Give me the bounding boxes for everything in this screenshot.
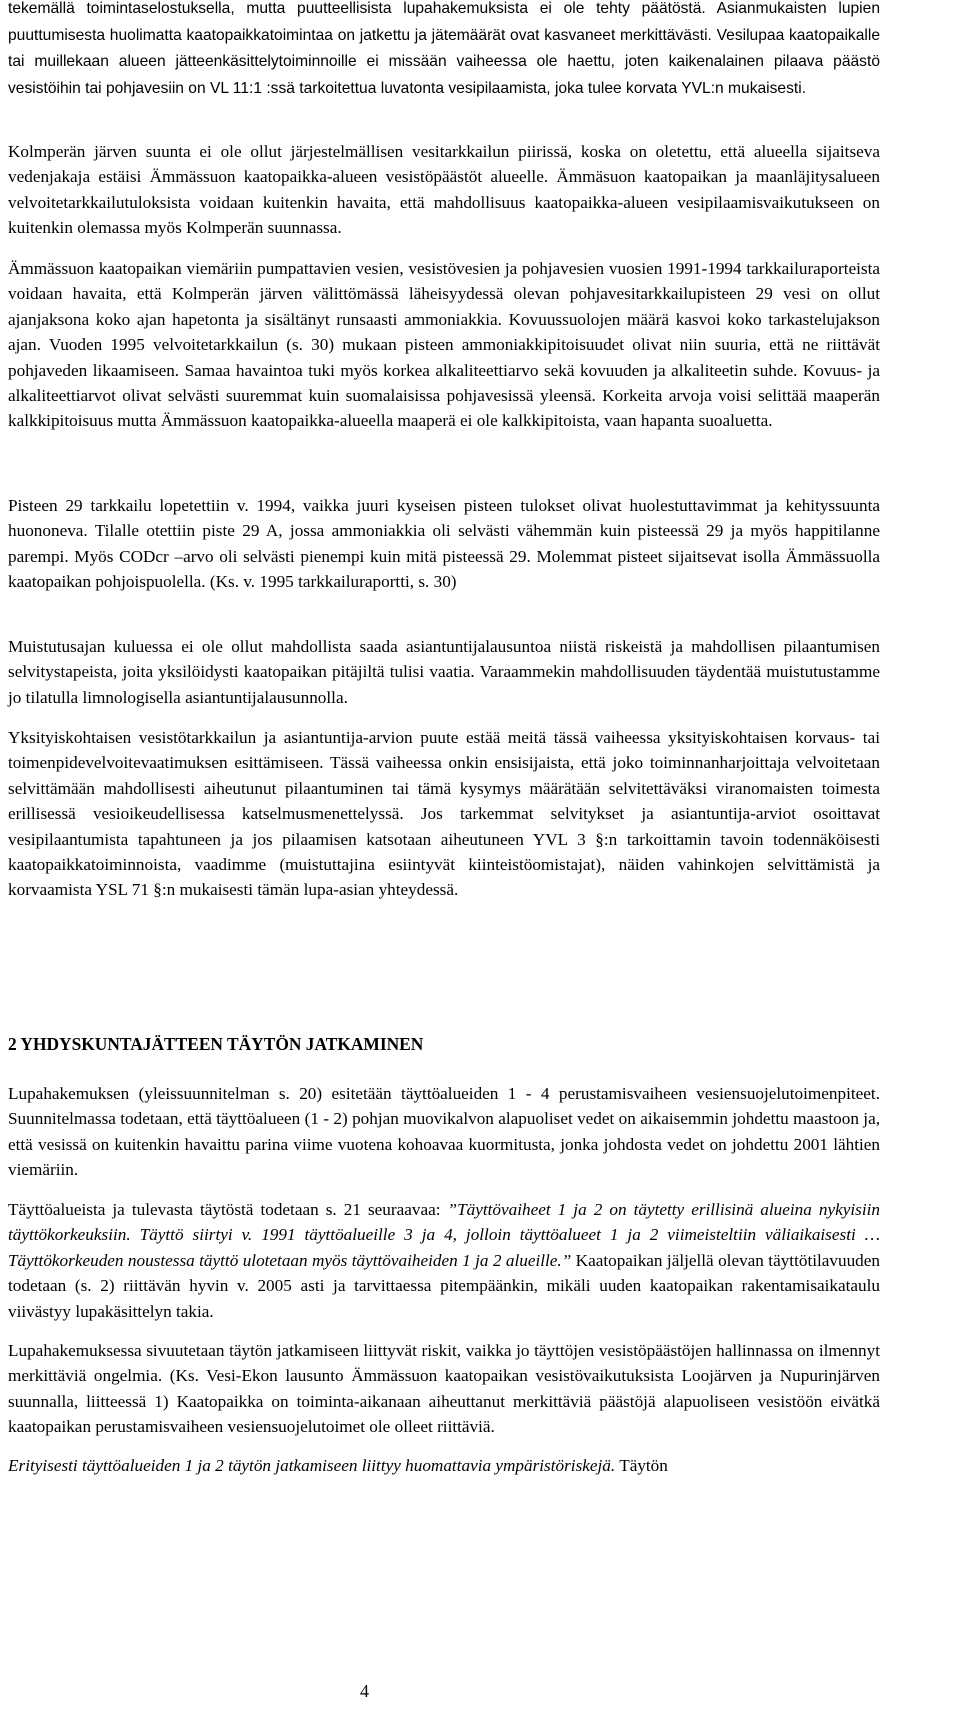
paragraph-intro bbox=[8, 0, 880, 102]
paragraph-point-29: Pisteen 29 tarkkailu lopetettiin v. 1994, vaikka juuri kyseisen pisteen tulokset olivat huolestuttavimmat ja kehityssuunta huononeva. Tilalle otettiin piste 29 A, jossa ammoniakkia oli selvästi vähemmän kuin pisteessä 29 ja myös happitilanne parempi. Myös CODcr –arvo oli selvästi pienempi kuin mitä pisteessä 29. Molemmat pisteet sijaitsevat isolla Ämmässuolla kaatopaikan pohjoispuolella. (Ks. v. 1995 tarkkailuraportti, s. 30) bbox=[8, 496, 880, 592]
paragraph-permit-application: Lupahakemuksen (yleissuunnitelman s. 20) esitetään täyttöalueiden 1 - 4 perustamisvaiheen vesiensuojelutoimenpiteet. Suunnitelmassa todetaan, että täyttöalueen (1 - 2) pohjan muovikalvon alapuoliset vedet on aikaisemmin johdettu maastoon ja, että vesissä on kuitenkin havaittu parina viime vuotena kohoavaa kuormitusta, jonka johdosta vedet on johdettu 2001 lähtien viemäriin. bbox=[8, 1084, 880, 1180]
fill-areas-quote: ”Täyttövaiheet 1 ja 2 on täytetty erillisinä alueina nykyisiin täyttökorkeuksiin. Täyttö siirtyi v. 1991 täyttöalueille 3 ja 4, jolloin täyttöalueet 1 ja 2 viimeisteltiin väliaikaisesti … Täyttökorkeuden noustessa täyttö ulotetaan myös täyttövaiheiden 1 ja 2 alueille.” bbox=[8, 1200, 880, 1270]
paragraph-intro-part-1: tekemällä toimintaselostuksella, mutta puutteellisista lupahakemuksista ei ole tehty päätöstä. Asianmukaisten lupien puuttumisesta huolimatta kaatopaikkatoimintaa on jatkettu ja jätemäärät ovat kasvaneet merkittävästi. bbox=[8, 0, 880, 44]
paragraph-intro-part-2: Vesilupaa kaatopaikalle tai muillekaan alueen jätteenkäsittelytoiminnoille ei missään vaiheessa ole haettu, joten kaikenalainen pilaava päästö vesistöihin tai pohjavesiin on VL 11:1 :ssä tarkoitettua luvatonta vesipilaamista, joka tulee korvata YVL:n mukaisesti. bbox=[8, 26, 880, 97]
paragraph-claims: Yksityiskohtaisen vesistötarkkailun ja asiantuntija-arvion puute estää meitä tässä vaiheessa yksityiskohtaisen korvaus- tai toimenpidevelvoitevaatimuksen esittämiseen. Tässä vaiheessa onkin ensisijaista, että joko toiminnanharjoittaja velvoitetaan selvittämään mahdollisesti aiheutunut pilaantuminen tai tämä kysymys määrätään selvitettäväksi viranomaisten toimesta erillisessä vesioikeudellisessa katselmusmenettelyssä. Jos tarkemmat selvitykset ja asiantuntija-arviot osoittavat vesipilaantumista tapahtuneen ja jos pilaamisen katsotaan aiheutuneen YVL 3 §:n tarkoittamin tavoin todennäköisesti kaatopaikkatoiminnoista, vaadimme (muistuttajina esiintyvät kiinteistöomistajat), näiden vahinkojen selvittämistä ja korvaamista YSL 71 §:n mukaisesti tämän lupa-asian yhteydessä. bbox=[8, 728, 880, 900]
paragraph-fill-areas bbox=[8, 1197, 880, 1324]
paragraph-risks: Lupahakemuksessa sivuutetaan täytön jatkamiseen liittyvät riskit, vaikka jo täyttöjen vesistöpäästöjen hallinnassa on ilmennyt merkittäviä ongelmia. (Ks. Vesi-Ekon lausunto Ämmässuon kaatopaikan vesistövaikutuksista Loojärven ja Nupurinjärven suunnalla, liitteessä 1) Kaatopaikka on toiminta-aikanaan aiheuttanut merkittäviä päästöjä alapuoliseen vesistöön eivätkä kaatopaikan perustamisvaiheen vesiensuojelutoimet ole olleet riittäviä. bbox=[8, 1341, 880, 1437]
paragraph-expert-statement: Muistutusajan kuluessa ei ole ollut mahdollista saada asiantuntijalausuntoa niistä riskeistä ja mahdollisen pilaantumisen selvitystapeista, joita yksilöidysti kaatopaikan pitäjiltä tulisi vaatia. Varaammekin mahdollisuuden täydentää muistutustamme jo tilatulla limnologisella asiantuntijalausunnolla. bbox=[8, 637, 880, 707]
fill-areas-conclusion: Kaatopaikan jäljellä olevan täyttötilavuuden todetaan (s. 2) riittävän hyvin v. 2005 asti ja tarvittaessa pitempäänkin, mikäli uuden kaatopaikan rakentamisaikataulu viivästyy lupakäsittelyn takia. bbox=[8, 1250, 880, 1321]
paragraph-environmental-risks bbox=[8, 1453, 880, 1478]
section-heading: 2 YHDYSKUNTAJÄTTEEN TÄYTÖN JATKAMINEN bbox=[8, 1034, 424, 1054]
environmental-risks-italic: Erityisesti täyttöalueiden 1 ja 2 täytön jatkamiseen liittyy huomattavia ympäristöriskejä. bbox=[8, 1456, 616, 1475]
paragraph-monitoring-reports: Ämmässuon kaatopaikan viemäriin pumpattavien vesien, vesistövesien ja pohjavesien vuosien 1991-1994 tarkkailuraporteista voidaan havaita, että Kolmperän järven välittömässä läheisyydessä olevan pohjavesitarkkailupisteen 29 vesi on ollut ajanjaksona koko ajan hapetonta ja sisältänyt runsaasti ammoniakkia. Kovuussuolojen määrä kasvoi koko tarkastelujakson ajan. Vuoden 1995 velvoitetarkkailun (s. 30) mukaan pisteen ammoniakkipitoisuudet olivat niin suuria, että ne riittävät pohjaveden likaamiseen. Samaa havaintoa tuki myös korkea alkaliteettiarvo sekä kovuuden ja alkaliteetin suhde. Kovuus- ja alkaliteettiarvot olivat selvästi suuremmat kuin suomalaisissa pohjavesissä yleensä. Korkeita arvoja voisi selittää maaperän kalkkipitoisuus mutta Ämmässuon kaatopaikka-alueella maaperä ei ole kalkkipitoista, vaan hapanta suoaluetta. bbox=[8, 259, 880, 431]
page-number: 4 bbox=[360, 1681, 369, 1701]
environmental-risks-tail: Täytön bbox=[615, 1456, 668, 1475]
fill-areas-intro: Täyttöalueista ja tulevasta täytöstä todetaan s. 21 seuraavaa: bbox=[8, 1200, 448, 1219]
paragraph-kolmpera: Kolmperän järven suunta ei ole ollut järjestelmällisen vesitarkkailun piirissä, koska on oletettu, että alueella sijaitseva vedenjakaja estäisi Ämmässuon kaatopaikka-alueen vesistöpäästöt alueelle. Ämmäsuon kaatopaikan ja maanläjitysalueen velvoitetarkkailutuloksista voidaan kuitenkin havaita, että mahdollisuus kaatopaikka-alueen vesipilaamisvaikutukseen on kuitenkin olemassa myös Kolmperän suunnassa. bbox=[8, 142, 880, 238]
